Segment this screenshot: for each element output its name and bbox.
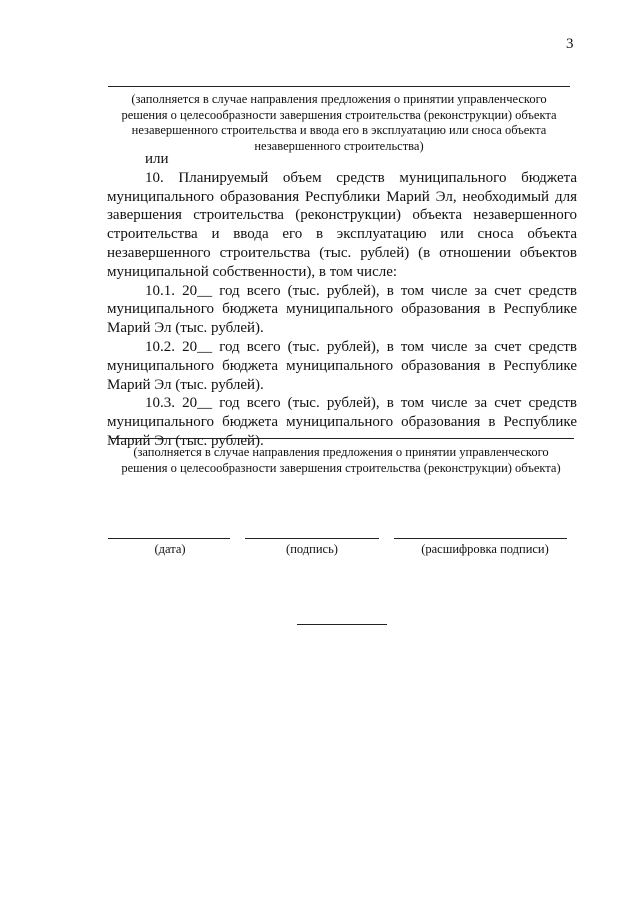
signature-label: (подпись) — [286, 542, 338, 556]
bottom-fill-line — [112, 438, 574, 439]
top-fill-line — [108, 86, 570, 87]
bottom-fill-note: (заполняется в случае направления предложения о принятии управленческого решения о целесообразности завершения строительства (реконструкции) объекта) — [121, 445, 561, 475]
end-separator — [297, 624, 387, 625]
top-fill-note: (заполняется в случае направления предложения о принятии управленческого решения о целесообразности завершения строительства (реконструкции) объекта незавершенного строительства и ввода его в эксплуатацию или сноса объекта незавершенного строительства) — [121, 92, 557, 153]
document-body — [107, 150, 577, 451]
paragraph-10-3: 10.3. 20__ год всего (тыс. рублей), в том числе за счет средств муниципального бюджета муниципального образования в Республике Марий Эл (тыс. рублей). — [107, 395, 577, 449]
date-label: (дата) — [154, 542, 186, 556]
paragraph-10-1: 10.1. 20__ год всего (тыс. рублей), в том числе за счет средств муниципального бюджета муниципального образования в Республике Марий Эл (тыс. рублей). — [107, 282, 577, 337]
decode-label: (расшифровка подписи) — [421, 542, 549, 556]
date-line — [108, 538, 230, 539]
paragraph-10: 10. Планируемый объем средств муниципального бюджета муниципального образования Республики Марий Эл, необходимый для завершения строительства (реконструкции) объекта незавершенного строительства и ввода его в эксплуатацию или сноса объекта незавершенного строительства (тыс. рублей) (в отношении объектов муниципальной собственности), в том числе: — [107, 169, 577, 280]
signature-line — [245, 538, 379, 539]
paragraph-10-2: 10.2. 20__ год всего (тыс. рублей), в том числе за счет средств муниципального бюджета муниципального образования в Республике Марий Эл (тыс. рублей). — [107, 338, 577, 393]
page-number: 3 — [566, 36, 574, 52]
decode-line — [394, 538, 567, 539]
or-word: или — [145, 151, 169, 167]
